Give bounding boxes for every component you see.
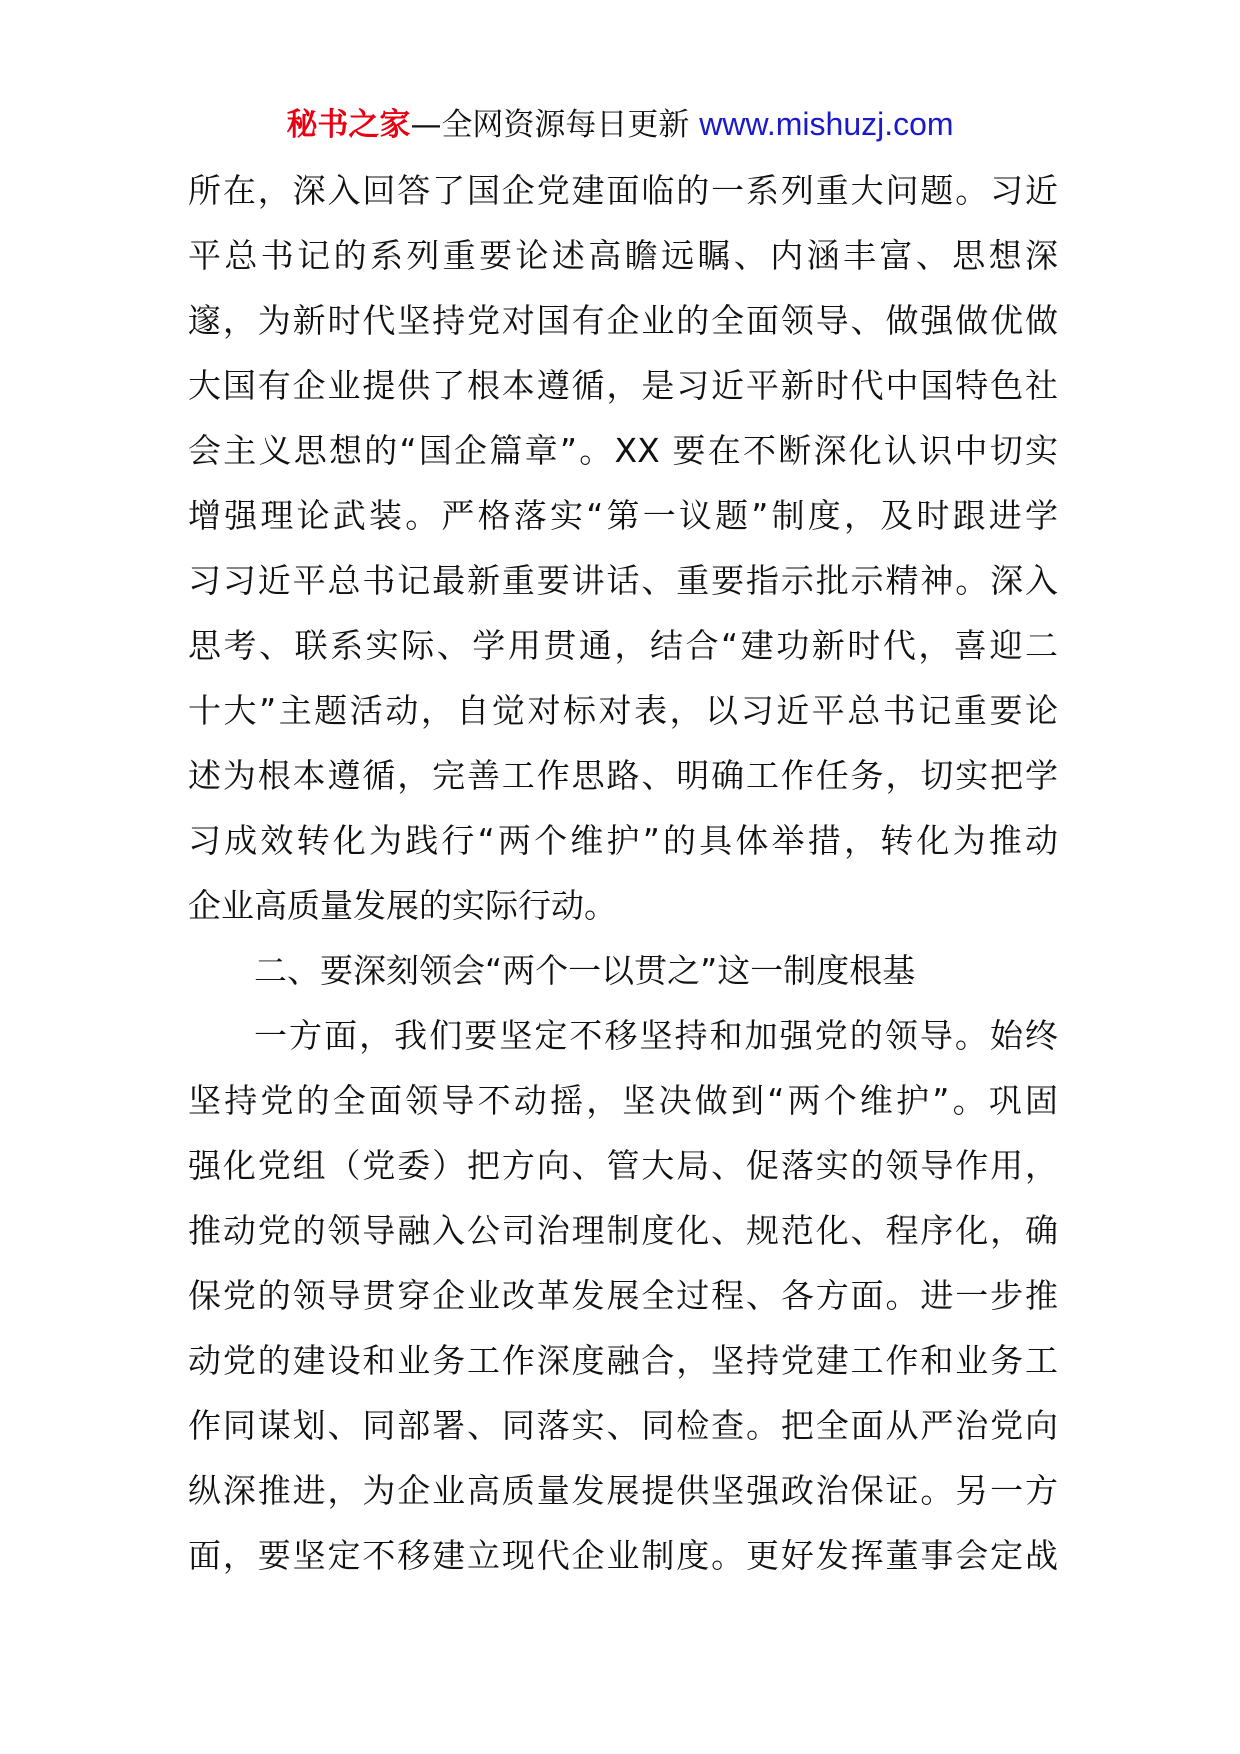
text-line: 邃，为新时代坚持党对国有企业的全面领导、做强做优做 [188, 301, 1058, 340]
text-line: 面，要坚定不移建立现代企业制度。更好发挥董事会定战 [188, 1536, 1058, 1575]
section-heading: 二、要深刻领会“两个一以贯之”这一制度根基 [254, 951, 916, 990]
text-line: 增强理论武装。严格落实“第一议题”制度，及时跟进学 [188, 496, 1058, 535]
text-line: 大国有企业提供了根本遵循，是习近平新时代中国特色社 [188, 366, 1058, 405]
site-header [0, 100, 1240, 149]
text-line: 思考、联系实际、学用贯通，结合“建功新时代，喜迎二 [188, 626, 1058, 665]
paragraph-first-line: 一方面，我们要坚定不移坚持和加强党的领导。始终 [254, 1016, 1058, 1055]
text-line: 推动党的领导融入公司治理制度化、规范化、程序化，确 [188, 1211, 1058, 1250]
text-line: 平总书记的系列重要论述高瞻远瞩、内涵丰富、思想深 [188, 236, 1058, 275]
header-tagline: —全网资源每日更新 [410, 107, 690, 143]
text-line: 习习近平总书记最新重要讲话、重要指示批示精神。深入 [188, 561, 1058, 600]
text-line: 纵深推进，为企业高质量发展提供坚强政治保证。另一方 [188, 1471, 1058, 1510]
document-body [188, 158, 1058, 1588]
text-line: 作同谋划、同部署、同落实、同检查。把全面从严治党向 [188, 1406, 1058, 1445]
paragraph-last-line: 企业高质量发展的实际行动。 [188, 886, 617, 925]
site-url-link[interactable]: www.mishuzj.com [699, 106, 954, 142]
text-line: 保党的领导贯穿企业改革发展全过程、各方面。进一步推 [188, 1276, 1058, 1315]
text-line: 所在，深入回答了国企党建面临的一系列重大问题。习近 [188, 171, 1058, 210]
text-line: 坚持党的全面领导不动摇，坚决做到“两个维护”。巩固 [188, 1081, 1058, 1120]
brand-name: 秘书之家 [286, 107, 411, 143]
text-line: 述为根本遵循，完善工作思路、明确工作任务，切实把学 [188, 756, 1058, 795]
text-line: 十大”主题活动，自觉对标对表，以习近平总书记重要论 [188, 691, 1058, 730]
text-line: 习成效转化为践行“两个维护”的具体举措，转化为推动 [188, 821, 1058, 860]
text-line: 动党的建设和业务工作深度融合，坚持党建工作和业务工 [188, 1341, 1058, 1380]
text-line: 强化党组（党委）把方向、管大局、促落实的领导作用， [188, 1146, 1058, 1185]
text-line: 会主义思想的“国企篇章”。XX 要在不断深化认识中切实 [188, 431, 1058, 470]
